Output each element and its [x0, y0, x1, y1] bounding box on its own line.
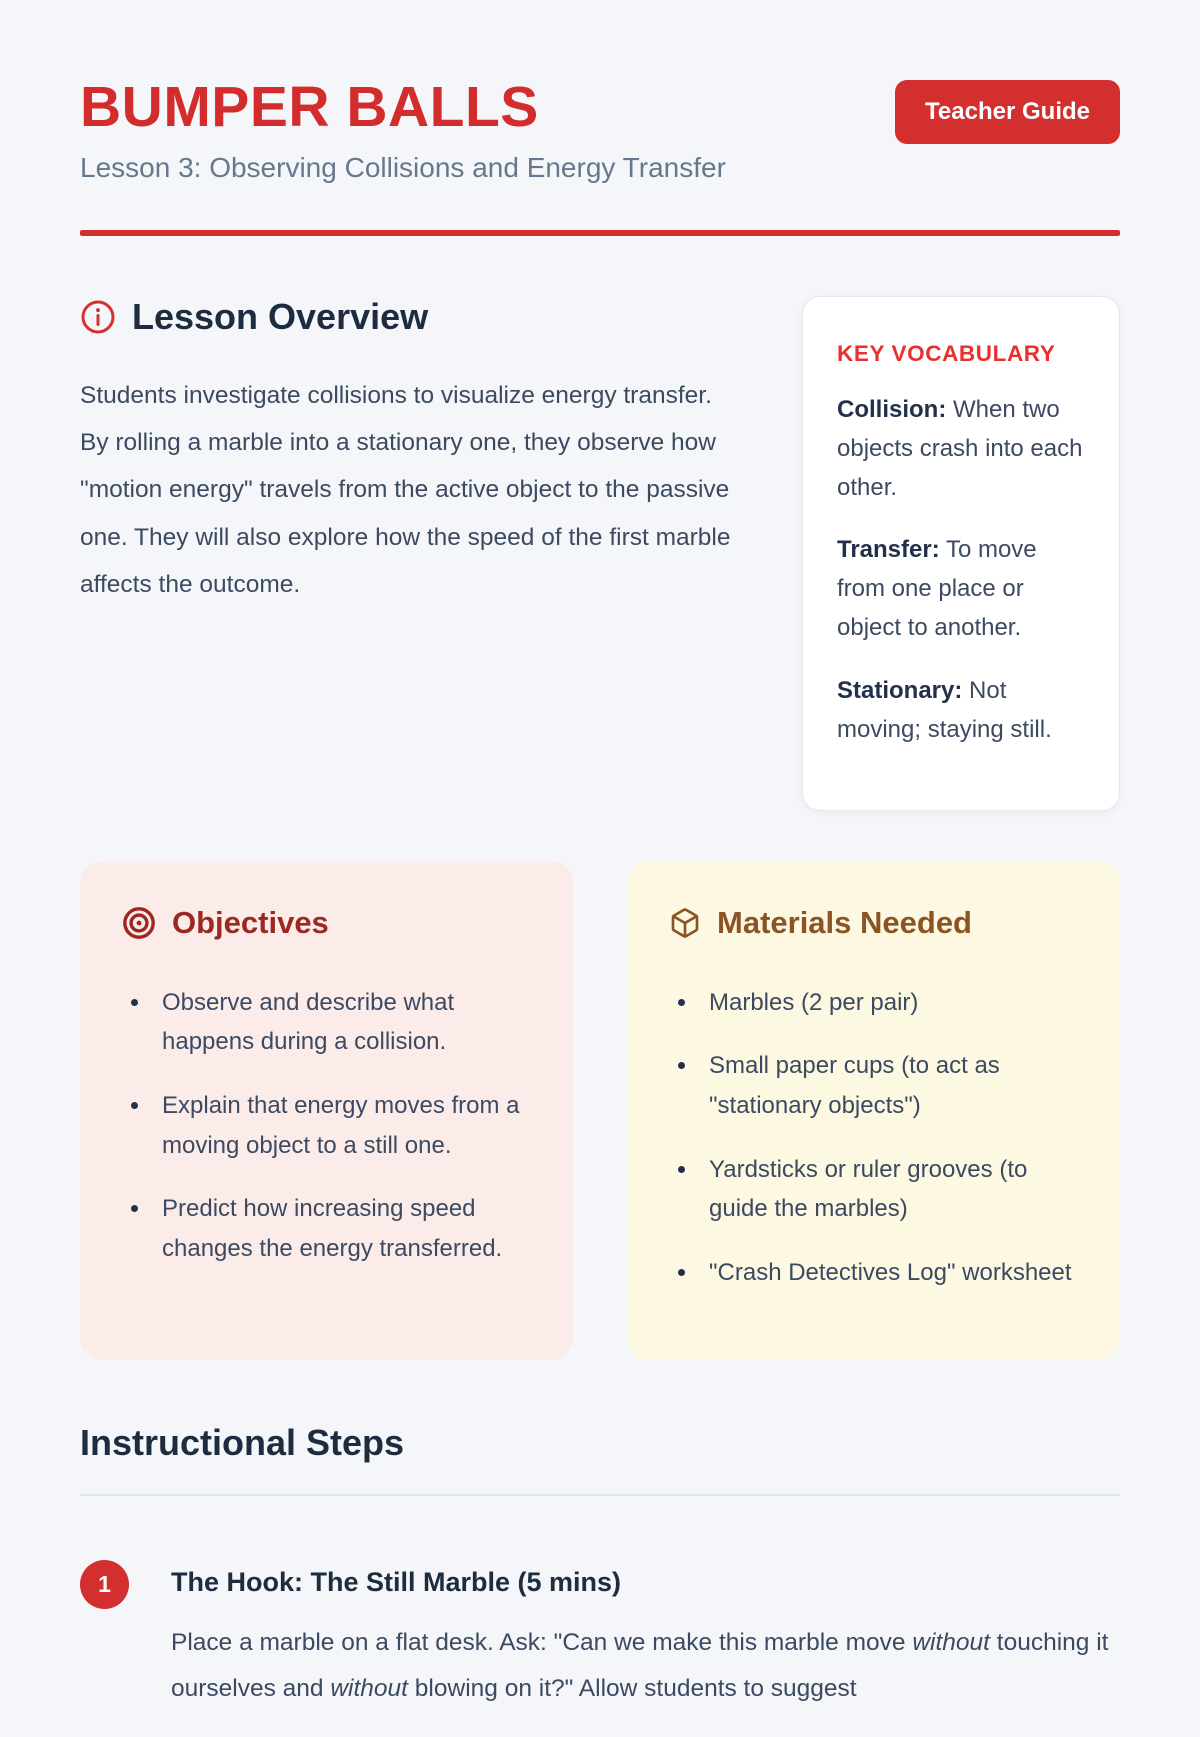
list-item [699, 1150, 1078, 1229]
materials-card [627, 861, 1120, 1361]
step-title: The Hook: The Still Marble (5 mins) [171, 1567, 622, 1598]
info-icon [80, 299, 116, 335]
overview-heading: Lesson Overview [132, 295, 429, 337]
materials-list [669, 983, 1078, 1293]
material-text: Yardsticks or ruler grooves (to guide the marbles) [709, 1155, 1028, 1223]
cards-section [80, 861, 1120, 1361]
list-item [152, 1086, 531, 1165]
step-body [171, 1620, 1120, 1712]
step-body-italic: without [912, 1629, 990, 1657]
list-item [699, 983, 1078, 1023]
vocabulary-entry [837, 672, 1085, 750]
overview-heading-row [80, 296, 740, 338]
overview-section [80, 296, 1120, 811]
vocabulary-term: Stationary: [837, 677, 963, 705]
list-item [152, 1189, 531, 1268]
material-text: Marbles (2 per pair) [709, 988, 919, 1016]
overview-body: Students investigate collisions to visualize energy transfer. By rolling a marble into a stationary one, they observe how "motion energy" travels from the active object to the passive one. They will also explore how the speed of the first marble affects the outcome. [80, 381, 731, 598]
vocabulary-term: Transfer: [837, 536, 940, 564]
material-text: Small paper cups (to act as "stationary objects") [709, 1052, 1000, 1120]
header [80, 75, 1120, 184]
vocabulary-definition: To move from one place or object to another. [837, 536, 1037, 642]
materials-heading-row [669, 905, 1078, 941]
steps-divider [80, 1494, 1120, 1496]
vocabulary-term: Collision: [837, 395, 947, 423]
step-number-badge: 1 [80, 1560, 129, 1609]
page-subtitle: Lesson 3: Observing Collisions and Energy Transfer [80, 151, 726, 183]
target-icon [122, 906, 156, 940]
vocabulary-heading: KEY VOCABULARY [837, 340, 1056, 366]
objective-text: Observe and describe what happens during a collision. [162, 988, 455, 1056]
objectives-card [80, 861, 573, 1361]
step-body-text: Place a marble on a flat desk. Ask: "Can we make this marble move [171, 1629, 913, 1657]
objective-text: Explain that energy moves from a moving object to a still one. [162, 1092, 520, 1159]
objective-text: Predict how increasing speed changes the energy transferred. [162, 1195, 503, 1262]
list-item [699, 1253, 1078, 1293]
objectives-heading-row [122, 905, 531, 941]
box-icon [669, 907, 701, 939]
step-body-italic: without [330, 1675, 408, 1703]
objectives-heading: Objectives [172, 904, 329, 940]
step-body-text: touching it ourselves and [171, 1629, 1109, 1703]
teacher-guide-button[interactable]: Teacher Guide [895, 80, 1120, 144]
step-item [80, 1560, 1120, 1737]
list-item [699, 1046, 1078, 1125]
vocabulary-definition: When two objects crash into each other. [837, 395, 1083, 501]
vocabulary-definition: Not moving; staying still. [837, 677, 1052, 743]
objectives-list [122, 983, 531, 1269]
steps-heading: Instructional Steps [80, 1422, 405, 1464]
vocabulary-entry [837, 531, 1085, 648]
materials-heading: Materials Needed [717, 904, 972, 940]
step-content [171, 1560, 1120, 1737]
step-body-text: blowing on it?" Allow students to suggest [408, 1675, 857, 1703]
vocabulary-entry [837, 391, 1085, 508]
header-text-block [80, 75, 726, 184]
list-item [152, 983, 531, 1062]
vocabulary-card [802, 296, 1120, 811]
page-title: BUMPER BALLS [80, 75, 539, 139]
header-divider [80, 230, 1120, 236]
material-text: "Crash Detectives Log" worksheet [709, 1258, 1072, 1286]
overview-column [80, 296, 740, 633]
